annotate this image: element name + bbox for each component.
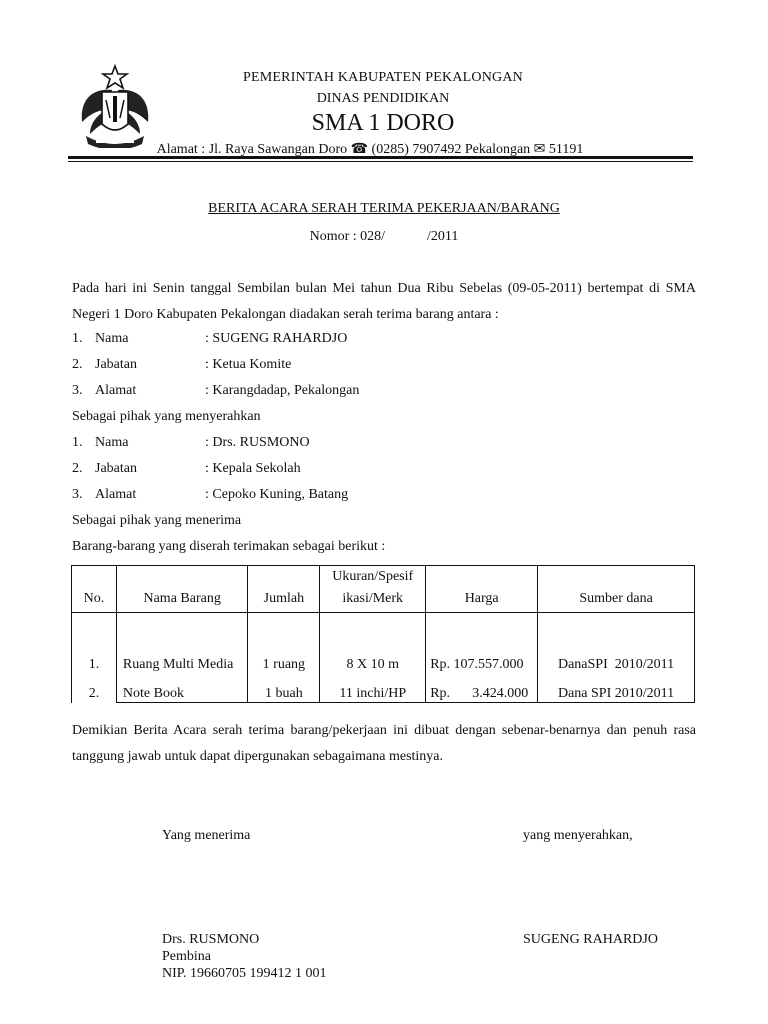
row2-item-name: Note Book [122,686,184,701]
header-spec-top: Ukuran/Spesif [332,569,414,584]
items-table [71,565,695,703]
receiver-rank: Pembina [162,949,211,964]
row1-price [430,657,535,673]
header-spec [320,566,426,613]
header-rule-thick [68,156,693,159]
government-name: PEMERINTAH KABUPATEN PEKALONGAN [243,70,523,85]
regency-emblem-logo [76,64,154,148]
items-intro: Barang-barang yang diserah terimakan sebagai berikut : [72,539,386,554]
department-name: DINAS PENDIDIKAN [316,91,450,106]
closing-paragraph: Demikian Berita Acara serah terima barang/pekerjaan ini dibuat dengan sebenar-benarnya dan penuh rasa tanggung jawab untuk dapat dipergunakan sebagaimana mestinya. [72,723,696,764]
document-number: Nomor : 028/ /2011 [309,229,459,244]
table-header-row [72,566,695,613]
row2-price-value: 3.424.000 [472,686,529,701]
party1-label-name: Nama [95,331,129,346]
header-item-name: Nama Barang [116,566,248,613]
giver-role: yang menyerahkan, [523,828,633,843]
header-fund-source: Sumber dana [538,566,695,613]
row2-price [430,686,535,702]
header-no: No. [72,566,117,613]
party1-no-1: 1. [72,331,83,346]
giver-name: SUGENG RAHARDJO [523,932,658,947]
document-title: BERITA ACARA SERAH TERIMA PEKERJAAN/BARANG [208,201,560,216]
party1-no-3: 3. [72,383,83,398]
school-address: Alamat : Jl. Raya Sawangan Doro ☎ (0285) 7907492 Pekalongan ✉ 51191 [156,142,584,157]
party1-label-address: Alamat [95,383,137,398]
party2-value-name: : Drs. RUSMONO [205,435,310,450]
party2-role: Sebagai pihak yang menerima [72,513,242,528]
intro-paragraph: Pada hari ini Senin tanggal Sembilan bulan Mei tahun Dua Ribu Sebelas (09-05-2011) bertempat di SMA Negeri 1 Doro Kabupaten Pekalongan diadakan serah terima barang antara : [72,281,696,322]
party2-label-name: Nama [95,435,129,450]
row2-quantity: 1 buah [265,686,303,701]
row2-spec: 11 inchi/HP [339,686,407,701]
row1-fund-source: DanaSPI 2010/2011 [557,657,675,672]
party1-value-position: : Ketua Komite [205,357,292,372]
row2-fund-source: Dana SPI 2010/2011 [557,686,675,701]
header-spec-bottom: ikasi/Merk [342,591,404,606]
party2-no-3: 3. [72,487,83,502]
receiver-nip: NIP. 19660705 199412 1 001 [162,966,327,981]
party1-no-2: 2. [72,357,83,372]
party2-no-2: 2. [72,461,83,476]
table-row [72,613,695,703]
row1-price-value: 107.557.000 [453,657,524,672]
party1-role: Sebagai pihak yang menyerahkan [72,409,261,424]
receiver-name: Drs. RUSMONO [162,932,260,947]
party2-value-address: : Cepoko Kuning, Batang [205,487,349,502]
party2-value-position: : Kepala Sekolah [205,461,301,476]
header-price: Harga [426,566,538,613]
row1-price-currency: Rp. [430,657,451,672]
row1-spec: 8 X 10 m [346,657,399,672]
header-quantity: Jumlah [248,566,320,613]
receiver-role: Yang menerima [162,828,251,843]
party1-value-address: : Karangdadap, Pekalongan [205,383,360,398]
party2-no-1: 1. [72,435,83,450]
row2-price-currency: Rp. [430,686,451,701]
row1-no: 1. [88,657,100,672]
row1-item-name: Ruang Multi Media [122,657,234,672]
header-rule-thin [68,161,693,162]
row1-quantity: 1 ruang [262,657,306,672]
row2-no: 2. [88,686,100,701]
party2-label-position: Jabatan [95,461,137,476]
party1-value-name: : SUGENG RAHARDJO [205,331,348,346]
party2-label-address: Alamat [95,487,137,502]
party1-label-position: Jabatan [95,357,137,372]
school-name: SMA 1 DORO [311,110,455,136]
